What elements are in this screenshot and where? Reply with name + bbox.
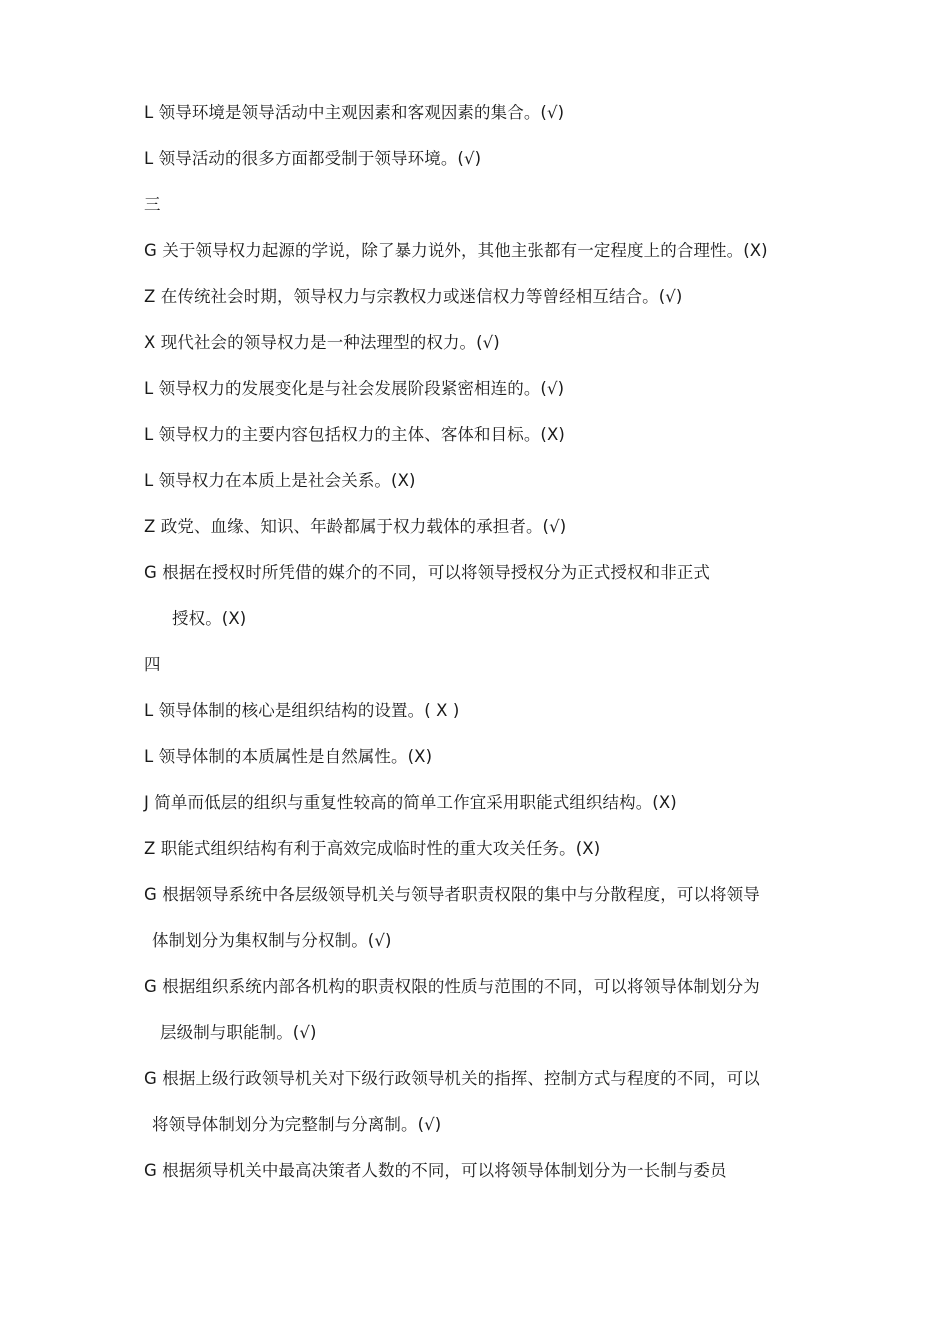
text-line: L 领导权力的发展变化是与社会发展阶段紧密相连的。(√) [144,379,565,398]
text-line: G 根据须导机关中最高决策者人数的不同，可以将领导体制划分为一长制与委员 [144,1161,727,1180]
text-line: L 领导体制的本质属性是自然属性。(X) [144,747,433,766]
text-line: G 根据组织系统内部各机构的职责权限的性质与范围的不同，可以将领导体制划分为 [144,977,760,996]
text-line: J 简单而低层的组织与重复性较高的简单工作宜采用职能式组织结构。(X) [144,793,677,812]
text-line-continuation: 将领导体制划分为完整制与分离制。(√) [152,1115,442,1134]
text-line-continuation: 体制划分为集权制与分权制。(√) [152,931,392,950]
text-line: L 领导活动的很多方面都受制于领导环境。(√) [144,149,482,168]
text-line: Z 职能式组织结构有利于高效完成临时性的重大攻关任务。(X) [144,839,601,858]
section-heading: 三 [144,195,161,214]
text-line: G 根据在授权时所凭借的媒介的不同，可以将领导授权分为正式授权和非正式 [144,563,711,582]
text-line: X 现代社会的领导权力是一种法理型的权力。(√) [144,333,500,352]
text-line: Z 政党、血缘、知识、年龄都属于权力载体的承担者。(√) [144,517,567,536]
text-line: L 领导体制的核心是组织结构的设置。( X ) [144,701,460,720]
text-line: G 根据上级行政领导机关对下级行政领导机关的指挥、控制方式与程度的不同，可以 [144,1069,760,1088]
section-heading: 四 [144,655,161,674]
text-line-continuation: 授权。(X) [172,609,247,628]
text-line: L 领导权力的主要内容包括权力的主体、客体和目标。(X) [144,425,565,444]
text-line: G 根据领导系统中各层级领导机关与领导者职责权限的集中与分散程度，可以将领导 [144,885,760,904]
text-line: L 领导环境是领导活动中主观因素和客观因素的集合。(√) [144,103,565,122]
text-line: L 领导权力在本质上是社会关系。(X) [144,471,416,490]
text-line: Z 在传统社会时期，领导权力与宗教权力或迷信权力等曾经相互结合。(√) [144,287,683,306]
text-line: G 关于领导权力起源的学说，除了暴力说外，其他主张都有一定程度上的合理性。(X) [144,241,768,260]
text-line-continuation: 层级制与职能制。(√) [160,1023,317,1042]
